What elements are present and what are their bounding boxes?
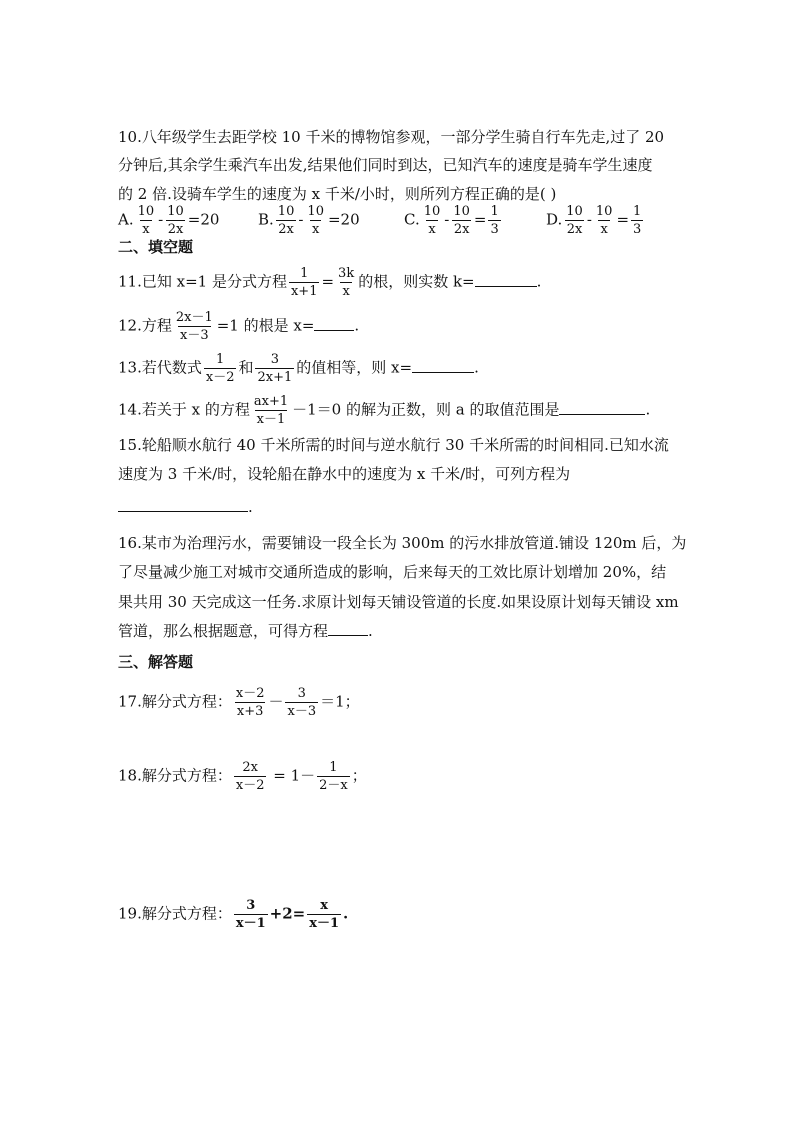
q16-line-2: 了尽量减少施工对城市交通所造成的影响，后来每天的工效比原计划增加 20%，结: [118, 563, 667, 581]
q16-answer-blank[interactable]: [328, 620, 368, 636]
q15-line-1: 15.轮船顺水航行 40 千米所需的时间与逆水航行 30 千米所需的时间相同.已知水流: [118, 436, 669, 454]
q10-line-1: 10.八年级学生去距学校 10 千米的博物馆参观，一部分学生骑自行车先走,过了 20: [118, 128, 665, 146]
section-heading-fill-in: 二、填空题: [118, 238, 194, 256]
q16-line-3: 果共用 30 天完成这一任务.求原计划每天铺设管道的长度.如果设原计划每天铺设 xm: [118, 593, 679, 611]
q15-line-2: 速度为 3 千米/时，设轮船在静水中的速度为 x 千米/时，可列方程为: [118, 465, 571, 483]
q14: 14.若关于 x 的方程 $\frac{ax+1}{x-1}$ －1＝0 的解为正数，则 a 的取值范围是 .: [118, 394, 651, 427]
q16-line-1: 16.某市为治理污水，需要铺设一段全长为 300m 的污水排放管道.铺设 120m 后，为: [118, 534, 687, 552]
q11-answer-blank[interactable]: [475, 271, 537, 287]
q13: 13.若代数式 $\frac{1}{x-2}$ 和 $\frac{3}{2x+1}$ 的值相等，则 x= .: [118, 352, 479, 385]
q15-answer-blank[interactable]: [118, 496, 248, 512]
q17: 17.解分式方程： $\frac{x-2}{x+3}$ － $\frac{3}{x-3}$ ＝1；: [118, 686, 360, 719]
q18: 18.解分式方程： $\frac{2x}{x-2}$ = 1－ $\frac{1}{2-x}$ ；: [118, 760, 367, 793]
q10-option-c: C. $\frac{10}{x}$ - $\frac{10}{2x}$ = $\frac{1}{3}$: [404, 204, 499, 237]
q15-answer-line: .: [118, 496, 253, 518]
q19: 19.解分式方程： $\frac{3}{x-1}$ +2= $\frac{x}{x-1}$ .: [118, 898, 349, 931]
q10-line-3: 的 2 倍.设骑车学生的速度为 x 千米/小时，则所列方程正确的是( ): [118, 185, 557, 203]
section-heading-solve: 三、解答题: [118, 653, 194, 671]
q12-answer-blank[interactable]: [314, 315, 354, 331]
q16-line-4: 管道，那么根据题意，可得方程 .: [118, 622, 373, 640]
q13-answer-blank[interactable]: [412, 357, 474, 373]
q10-option-a: A. $\frac{10}{x}$ - $\frac{10}{2x}$ =20: [118, 204, 220, 237]
q14-answer-blank[interactable]: [559, 399, 645, 415]
q10-option-b: B. $\frac{10}{2x}$ - $\frac{10}{x}$ =20: [258, 204, 360, 237]
q10-option-d: D. $\frac{10}{2x}$ - $\frac{10}{x}$ = $\frac{1}{3}$: [546, 204, 642, 237]
q11: 11.已知 x=1 是分式方程 $\frac{1}{x+1}$ = $\frac{3k}{x}$ 的根，则实数 k= .: [118, 266, 542, 299]
q12: 12.方程 $\frac{2x-1}{x-3}$ =1 的根是 x= .: [118, 310, 360, 343]
q10-line-2: 分钟后,其余学生乘汽车出发,结果他们同时到达，已知汽车的速度是骑车学生速度: [118, 156, 653, 174]
